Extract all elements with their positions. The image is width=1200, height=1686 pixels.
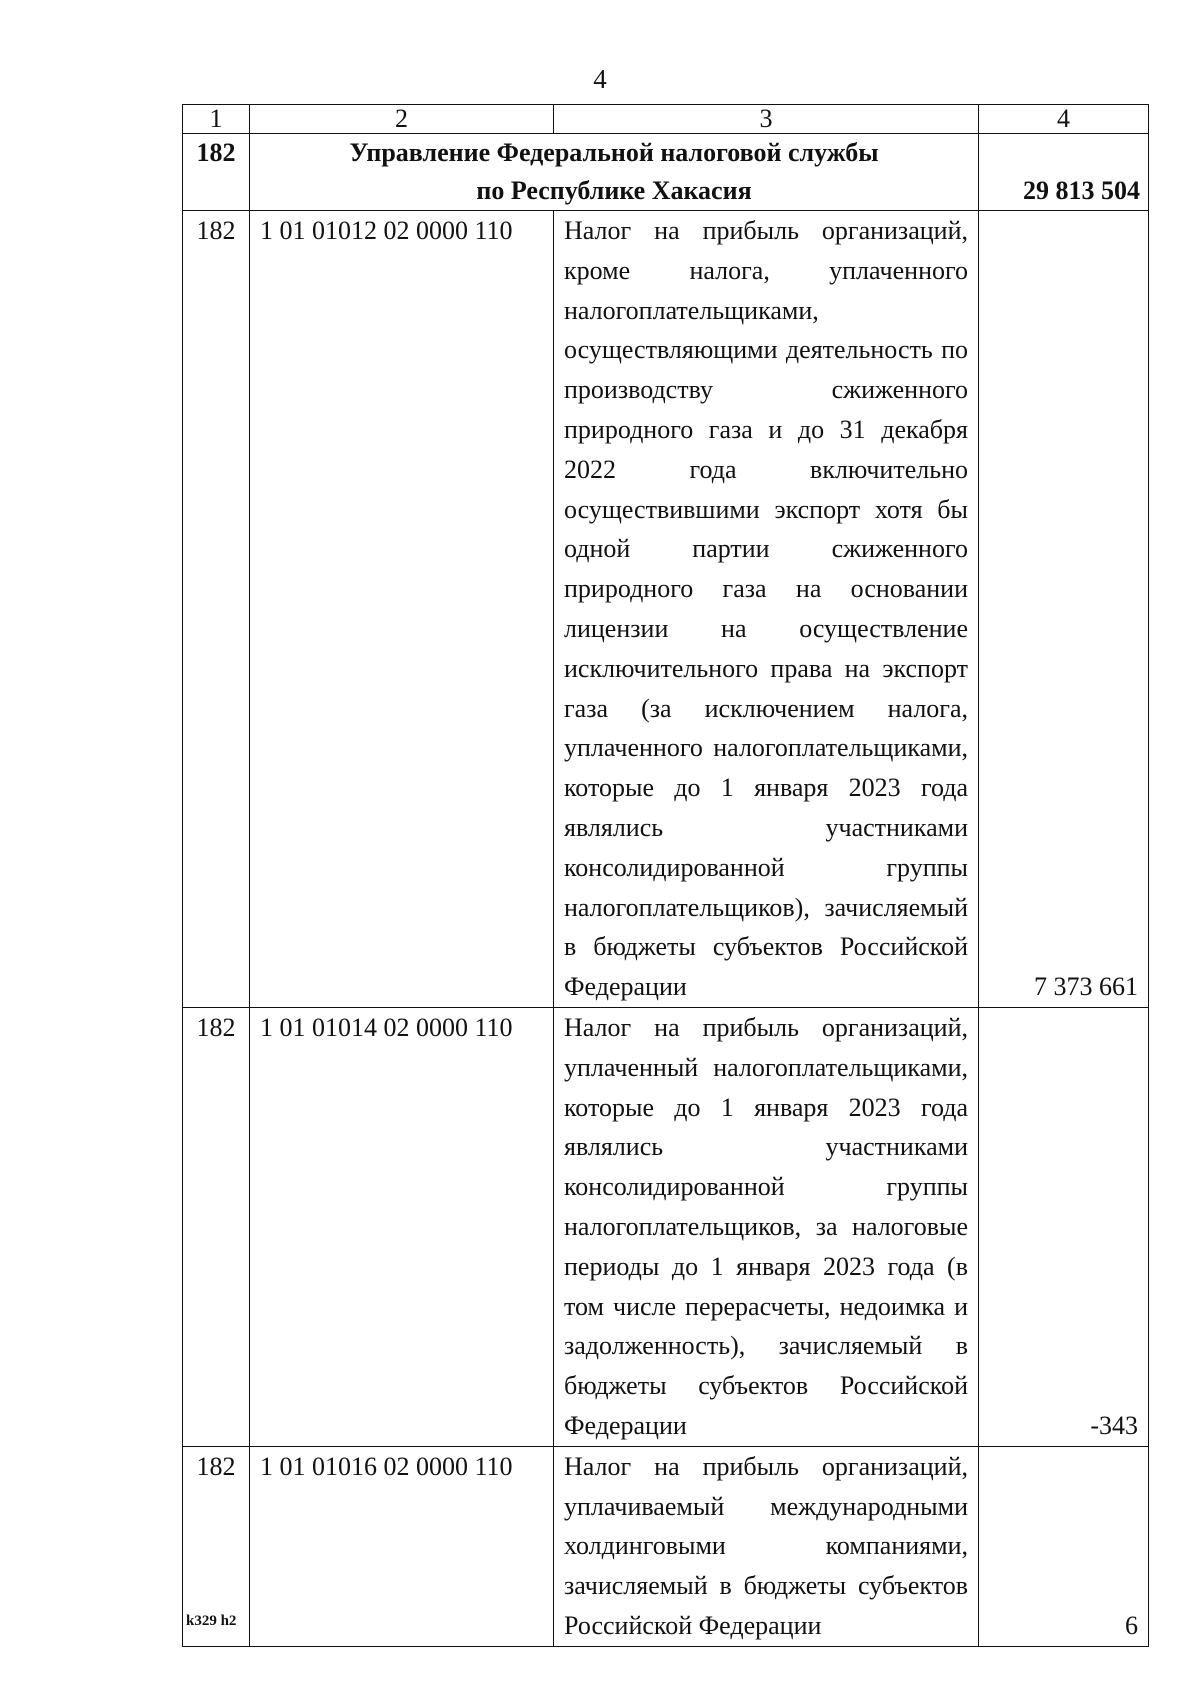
header-col-3: 3 [554,105,979,134]
table-row [183,1007,1149,1446]
table-row [183,211,1149,1008]
agency-total-amount: 29 813 504 [979,134,1149,211]
description-cell: Налог на прибыль организаций, уплачиваемый международными холдинговыми компаниями, зачисляемый в бюджеты субъектов Российской Федерации [554,1446,979,1646]
description-cell: Налог на прибыль организаций, кроме налога, уплаченного налогоплательщиками, осуществляющими деятельность по производству сжиженного природного газа и до 31 декабря 2022 года включительно осуществившими экспорт хотя бы одной партии сжиженного природного газа на основании лицензии на осуществление исключительного права на экспорт газа (за исключением налога, уплаченного налогоплательщиками, которые до 1 января 2023 года являлись участниками консолидированной группы налогоплательщиков), зачисляемый в бюджеты субъектов Российской Федерации [554,211,979,1008]
agency-name-line-2: по Республике Хакасия [476,176,752,205]
description-cell: Налог на прибыль организаций, уплаченный налогоплательщиками, которые до 1 января 2023 года являлись участниками консолидированной группы налогоплательщиков, за налоговые периоды до 1 января 2023 года (в том числе перерасчеты, недоимка и задолженность), зачисляемый в бюджеты субъектов Российской Федерации [554,1007,979,1446]
agency-name-line-1: Управление Федеральной налоговой службы [349,138,879,167]
budget-code-cell: 1 01 01016 02 0000 110 [250,1446,554,1646]
header-col-2: 2 [250,105,554,134]
amount-cell: 7 373 661 [979,211,1149,1008]
table-header-row [183,105,1149,134]
agency-name [250,134,979,211]
page-number: 4 [593,64,607,94]
budget-code-cell: 1 01 01014 02 0000 110 [250,1007,554,1446]
agency-row [183,134,1149,211]
agency-code: 182 [183,134,250,211]
admin-code-cell: 182 [183,211,250,1008]
table-row [183,1446,1149,1646]
admin-code-cell: 182 [183,1007,250,1446]
footer-document-code: k329 h2 [186,1613,237,1629]
budget-code-cell: 1 01 01012 02 0000 110 [250,211,554,1008]
amount-cell: 6 [979,1446,1149,1646]
admin-code-cell: 182 [183,1446,250,1646]
amount-cell: -343 [979,1007,1149,1446]
header-col-4: 4 [979,105,1149,134]
header-col-1: 1 [183,105,250,134]
revenue-table [182,104,1149,1647]
